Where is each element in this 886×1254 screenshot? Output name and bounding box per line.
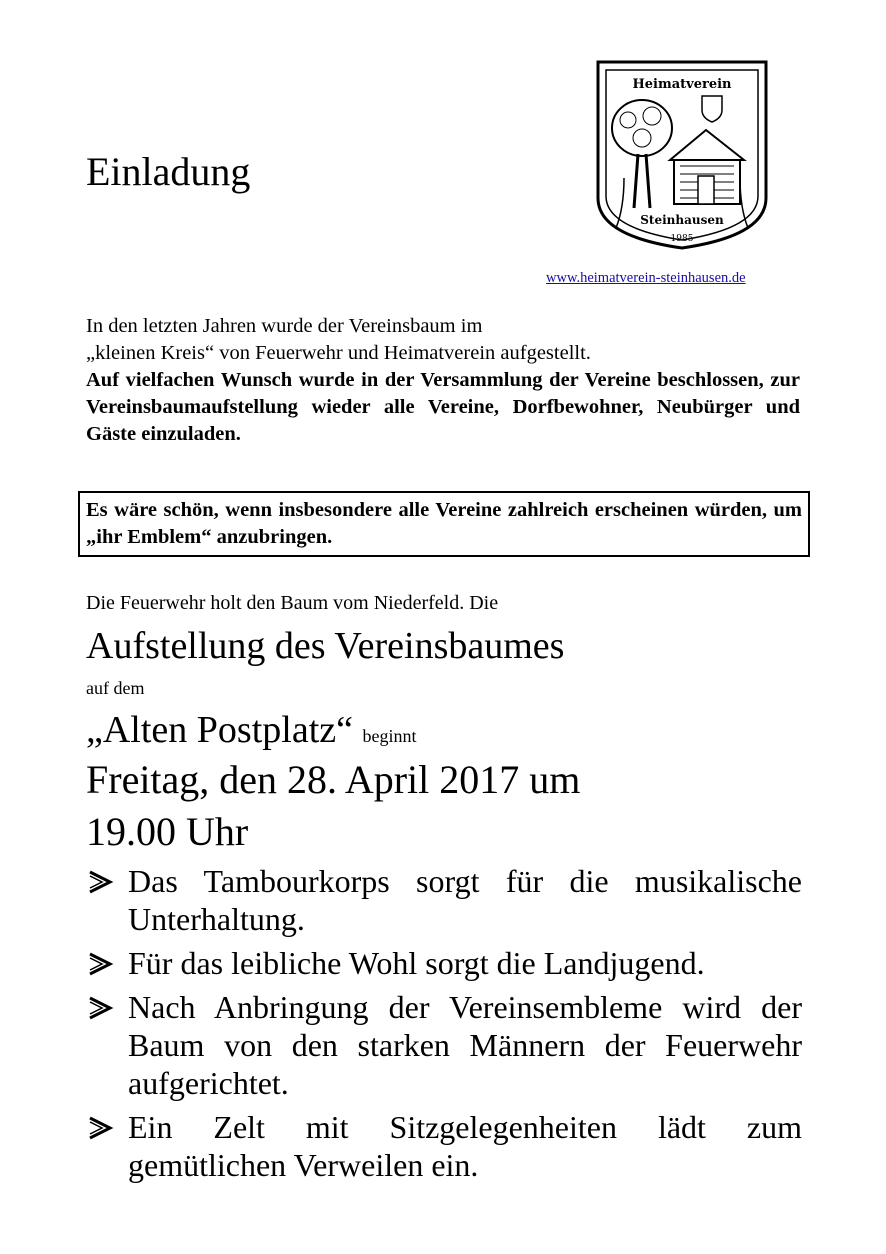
event-on-text: auf dem (86, 678, 145, 698)
website-link[interactable]: www.heimatverein-steinhausen.de (546, 270, 746, 286)
list-item (86, 988, 802, 1102)
logo-year: 1985 (670, 234, 694, 244)
logo-top-text: Heimatverein (632, 77, 732, 92)
club-logo (594, 58, 770, 250)
event-pre-text: Die Feuerwehr holt den Baum vom Niederfeld. Die (86, 592, 499, 614)
event-begins: beginnt (362, 726, 417, 746)
arrow-bullet-icon (86, 1108, 122, 1152)
event-place-line (86, 708, 416, 752)
list-item-text: Nach Anbringung der Vereinsembleme wird der Baum von den starken Männern der Feuerwehr aufgerichtet. (128, 989, 802, 1101)
notice-box: Es wäre schön, wenn insbesondere alle Vereine zahlreich erscheinen würden, um „ihr Emblem“ anzubringen. (78, 491, 810, 557)
intro-line-2: „kleinen Kreis“ von Feuerwehr und Heimatverein aufgestellt. (86, 342, 591, 364)
heimatverein-emblem-icon (594, 58, 770, 250)
list-item-text: Ein Zelt mit Sitzgelegenheiten lädt zum gemütlichen Verweilen ein. (128, 1109, 802, 1183)
arrow-bullet-icon (86, 862, 122, 906)
intro-paragraph (86, 313, 800, 448)
event-time: 19.00 Uhr (86, 809, 249, 854)
event-place: „Alten Postplatz“ (86, 709, 353, 751)
logo-bottom-text: Steinhausen (640, 213, 724, 227)
intro-bold-text: Auf vielfachen Wunsch wurde in der Versammlung der Vereine beschlossen, zur Vereinsbaumaufstellung wieder alle Vereine, Dorfbewohner, Neubürger und Gäste einzuladen. (86, 369, 800, 445)
page-title: Einladung (86, 149, 251, 194)
list-item (86, 862, 802, 938)
list-item-text: Das Tambourkorps sorgt für die musikalische Unterhaltung. (128, 863, 802, 937)
list-item (86, 944, 802, 982)
program-list (86, 862, 802, 1190)
list-item-text: Für das leibliche Wohl sorgt die Landjugend. (128, 945, 705, 981)
event-headline: Aufstellung des Vereinsbaumes (86, 625, 565, 667)
intro-line-1: In den letzten Jahren wurde der Vereinsbaum im (86, 315, 483, 337)
arrow-bullet-icon (86, 944, 122, 988)
arrow-bullet-icon (86, 988, 122, 1032)
list-item (86, 1108, 802, 1184)
event-date: Freitag, den 28. April 2017 um (86, 757, 581, 802)
